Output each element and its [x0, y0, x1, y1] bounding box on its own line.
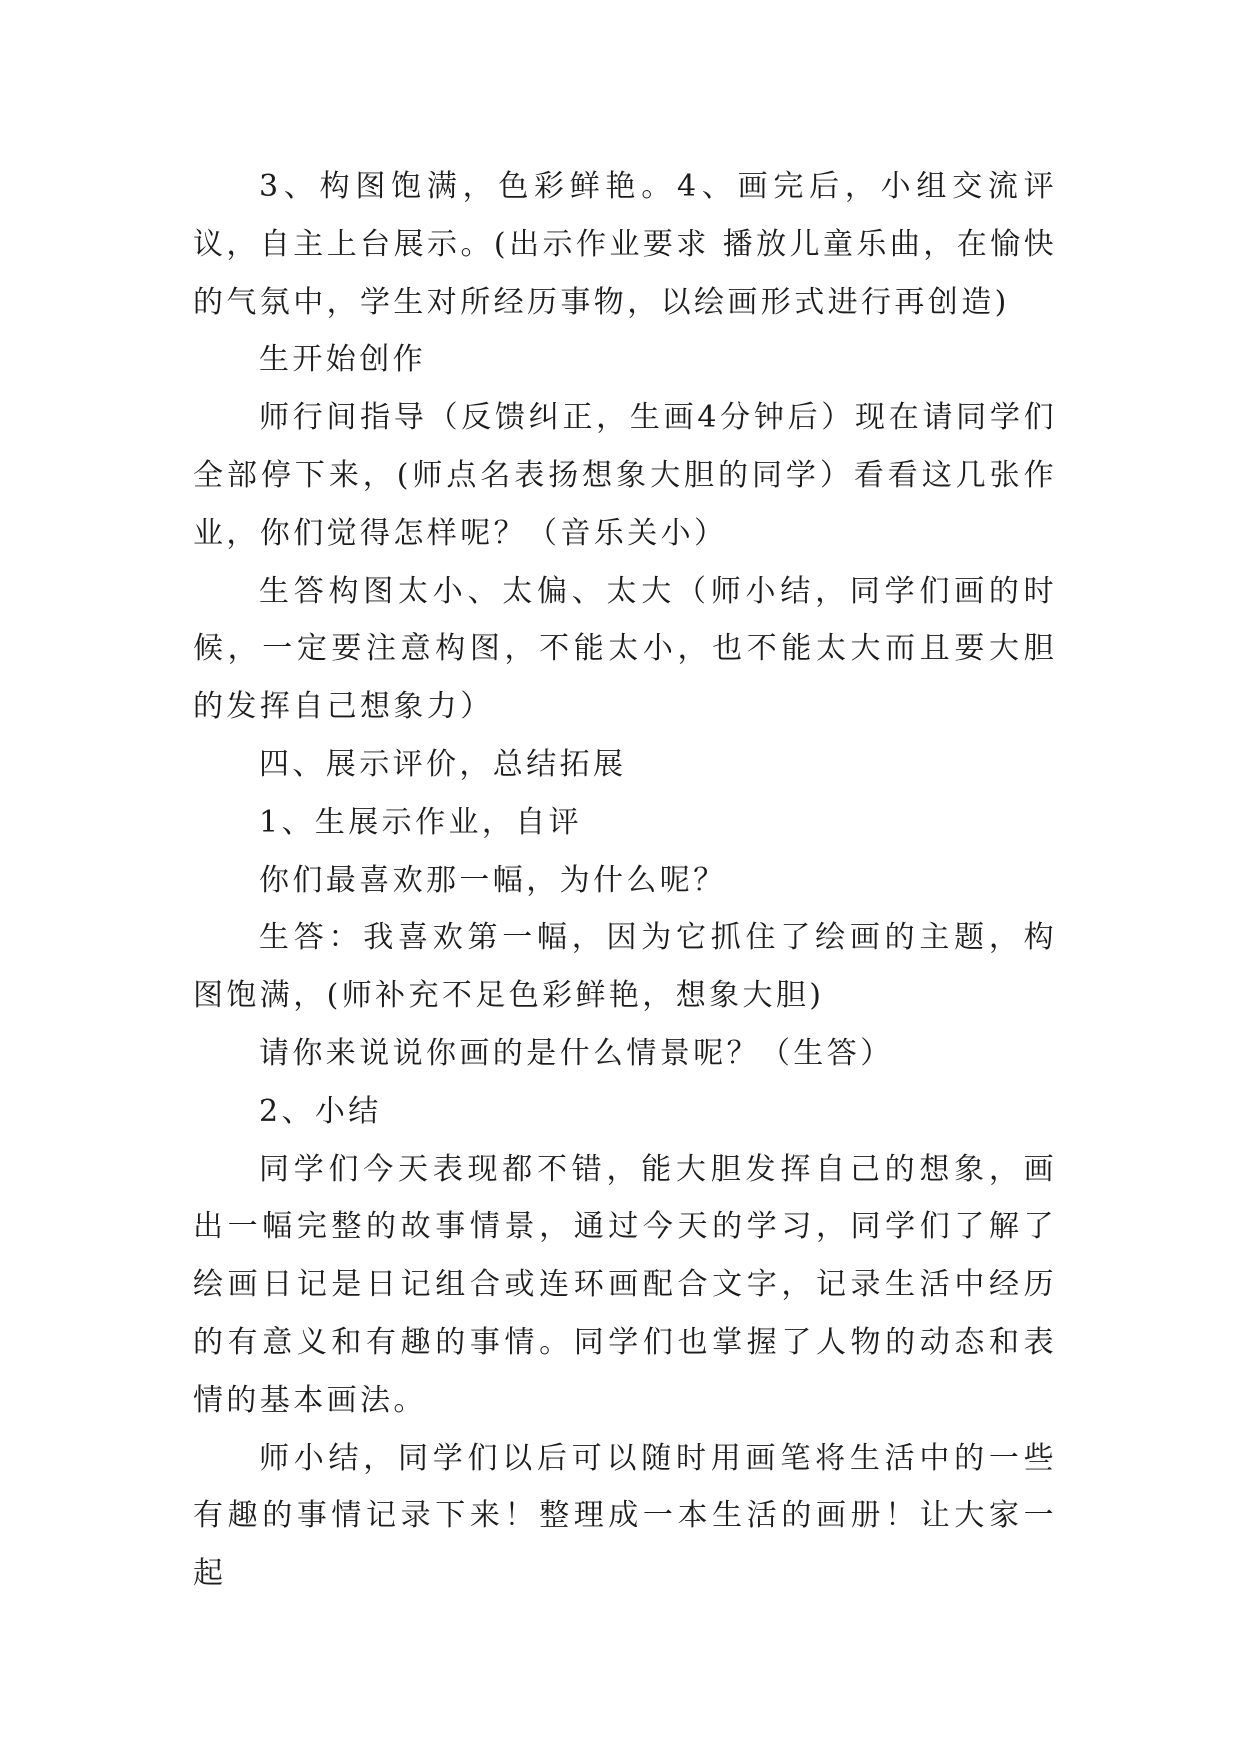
paragraph: 生答：我喜欢第一幅，因为它抓住了绘画的主题，构图饱满，(师补充不足色彩鲜艳，想象大胆): [193, 920, 1057, 1014]
section-heading: 四、展示评价，总结拓展: [259, 746, 627, 782]
paragraph: 3、构图饱满，色彩鲜艳。4、画完后，小组交流评议，自主上台展示。(出示作业要求 播放儿童乐曲，在愉快的气氛中，学生对所经历事物，以绘画形式进行再创造): [193, 169, 1057, 320]
paragraph: 师小结，同学们以后可以随时用画笔将生活中的一些有趣的事情记录下来！整理成一本生活的画册！让大家一起: [193, 1440, 1057, 1592]
paragraph: 1、生展示作业，自评: [259, 804, 583, 840]
paragraph: 同学们今天表现都不错，能大胆发挥自己的想象，画出一幅完整的故事情景，通过今天的学习，同学们了解了绘画日记是日记组合或连环画配合文字，记录生活中经历的有意义和有趣的事情。同学们也掌握了人物的动态和表情的基本画法。: [193, 1151, 1057, 1418]
document-body: [193, 158, 1057, 1603]
paragraph: 请你来说说你画的是什么情景呢？（生答）: [259, 1035, 894, 1071]
paragraph: 生答构图太小、太偏、太大（师小结，同学们画的时候，一定要注意构图，不能太小，也不能太大而且要大胆的发挥自己想象力）: [193, 573, 1057, 725]
paragraph: 生开始创作: [259, 342, 426, 378]
paragraph: 师行间指导（反馈纠正，生画4分钟后）现在请同学们全部停下来，(师点名表扬想象大胆的同学）看看这几张作业，你们觉得怎样呢？（音乐关小）: [193, 400, 1057, 551]
paragraph: 2、小结: [259, 1093, 382, 1129]
paragraph: 你们最喜欢那一幅，为什么呢？: [259, 862, 727, 898]
